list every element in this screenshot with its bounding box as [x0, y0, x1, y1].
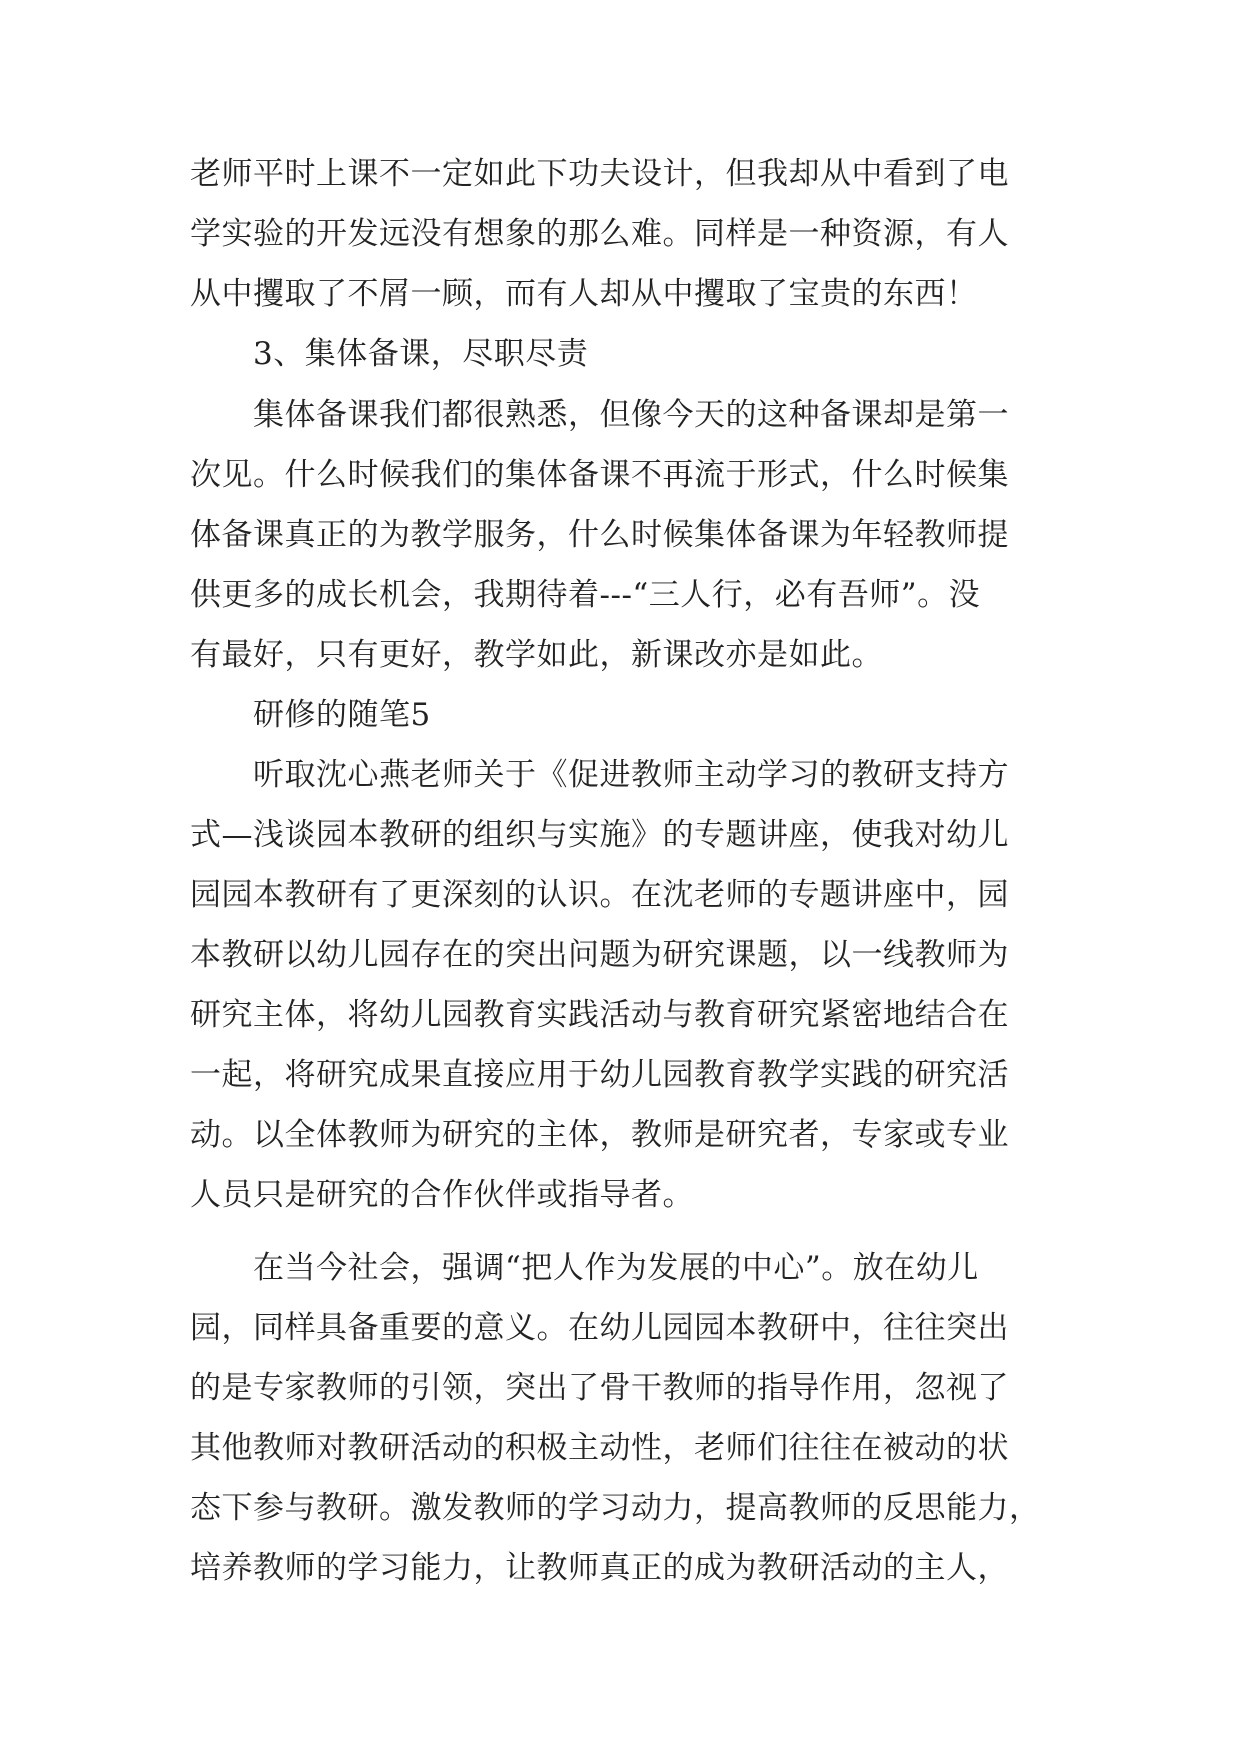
section-heading: 3、集体备课，尽职尽责: [253, 336, 589, 372]
text-line: 集体备课我们都很熟悉，但像今天的这种备课却是第一: [253, 397, 1009, 433]
text-line: 园，同样具备重要的意义。在幼儿园园本教研中，往往突出: [190, 1310, 1009, 1346]
text-line: 老师平时上课不一定如此下功夫设计，但我却从中看到了电: [190, 156, 1009, 192]
text-line: 式—浅谈园本教研的组织与实施》的专题讲座，使我对幼儿: [190, 817, 1009, 853]
text-line: 听取沈心燕老师关于《促进教师主动学习的教研支持方: [253, 757, 1009, 793]
text-line: 体备课真正的为教学服务，什么时候集体备课为年轻教师提: [190, 517, 1009, 553]
text-line: 一起，将研究成果直接应用于幼儿园教育教学实践的研究活: [190, 1057, 1009, 1093]
text-line: 其他教师对教研活动的积极主动性，老师们往往在被动的状: [190, 1430, 1009, 1466]
section-title: 研修的随笔5: [253, 697, 431, 733]
text-line: 供更多的成长机会，我期待着---“三人行，必有吾师”。没: [190, 577, 981, 613]
text-line: 态下参与教研。激发教师的学习动力，提高教师的反思能力，: [190, 1490, 1041, 1526]
text-line: 学实验的开发远没有想象的那么难。同样是一种资源，有人: [190, 216, 1009, 252]
text-line: 的是专家教师的引领，突出了骨干教师的指导作用，忽视了: [190, 1370, 1009, 1406]
text-line: 人员只是研究的合作伙伴或指导者。: [190, 1177, 694, 1213]
text-line: 培养教师的学习能力，让教师真正的成为教研活动的主人，: [190, 1550, 1009, 1586]
text-line: 从中攫取了不屑一顾，而有人却从中攫取了宝贵的东西！: [190, 276, 978, 312]
text-line: 动。以全体教师为研究的主体，教师是研究者，专家或专业: [190, 1117, 1009, 1153]
text-line: 研究主体，将幼儿园教育实践活动与教育研究紧密地结合在: [190, 997, 1009, 1033]
text-line: 在当今社会，强调“把人作为发展的中心”。放在幼儿: [253, 1250, 979, 1286]
text-line: 本教研以幼儿园存在的突出问题为研究课题，以一线教师为: [190, 937, 1009, 973]
text-line: 次见。什么时候我们的集体备课不再流于形式，什么时候集: [190, 457, 1009, 493]
text-line: 园园本教研有了更深刻的认识。在沈老师的专题讲座中，园: [190, 877, 1009, 913]
text-line: 有最好，只有更好，教学如此，新课改亦是如此。: [190, 637, 883, 673]
